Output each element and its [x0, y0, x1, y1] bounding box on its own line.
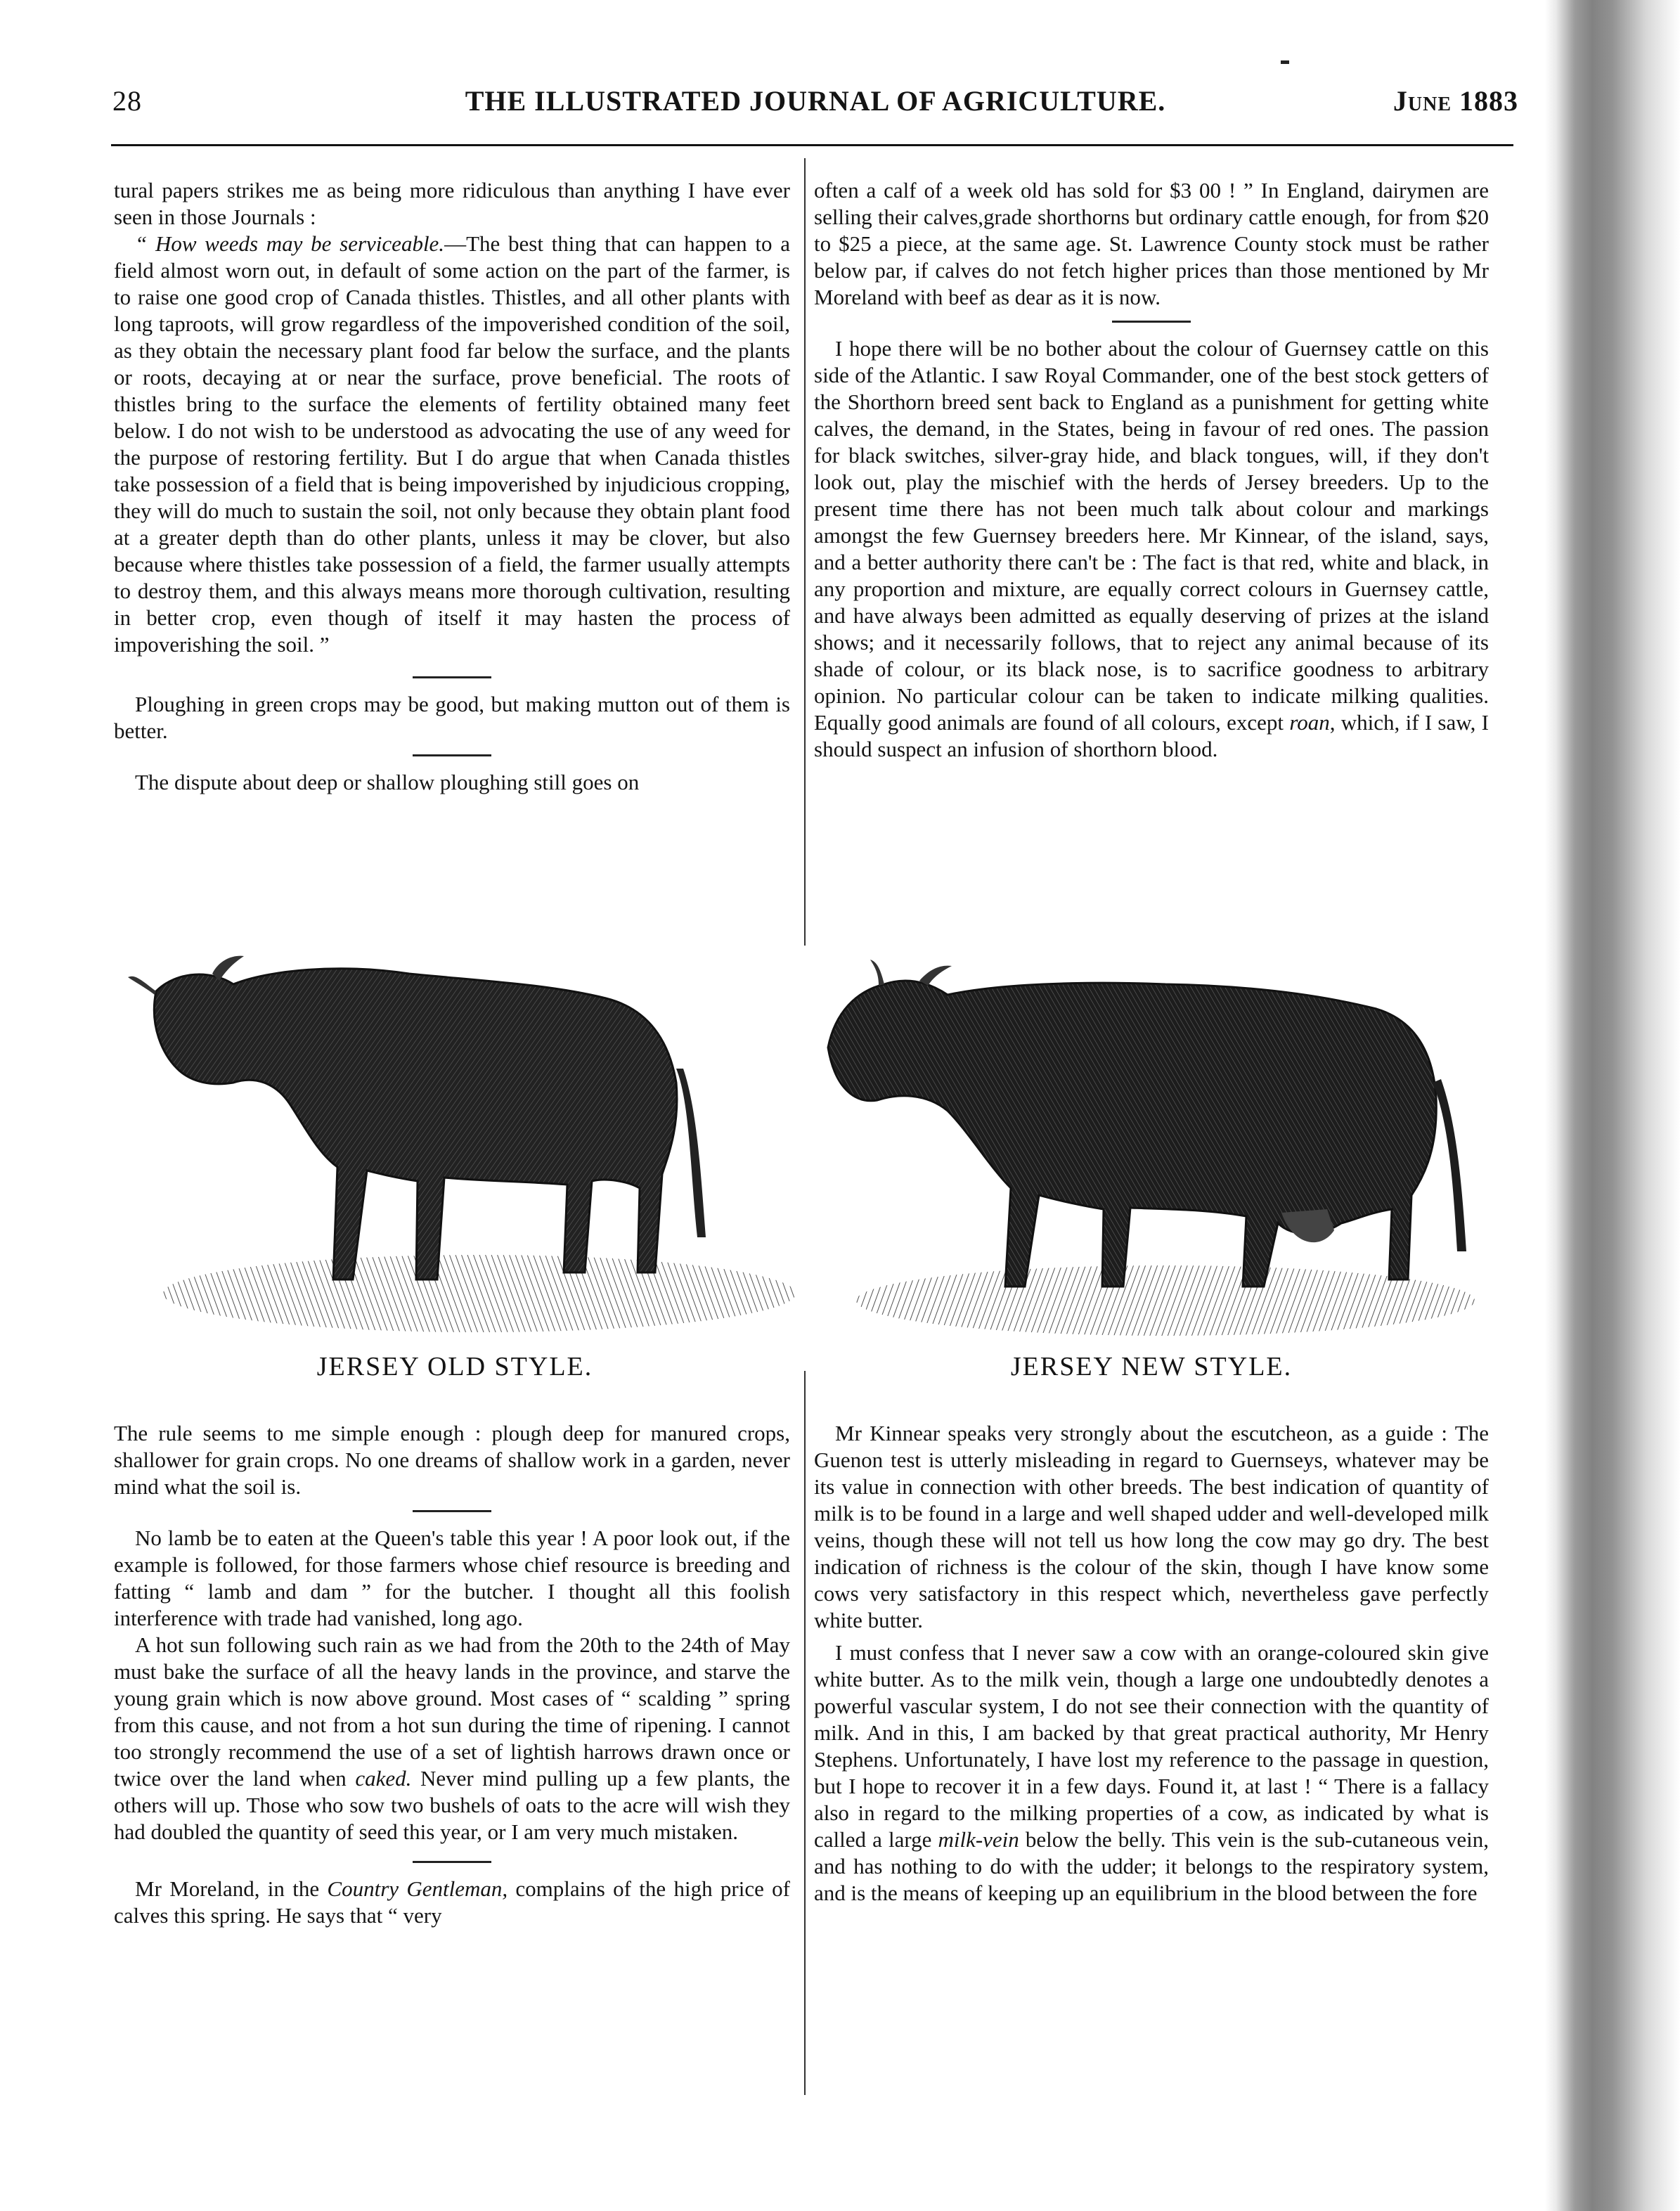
italic-title: Country Gentleman,: [327, 1876, 508, 1901]
paragraph: often a calf of a week old has sold for $3 00 ! ” In England, dairymen are selling their calves,grade shorthorns but ordinary cattle enough, for from $20 to $25 a piece, at the same age. St. Lawrence County stock must be rather below par, if calves do not fetch higher prices than those mentioned by Mr Moreland with beef as dear as it is now.: [814, 178, 1489, 309]
paragraph-text: —The best thing that can happen to a field almost worn out, in default of some action on the part of the farmer, is to raise one good crop of Canada thistles. Thistles, and all other plants with long taproots, will grow regardless of the impoverished condition of the soil, as they obtain the necessary plant food far below the surface, and the plants or roots, decaying at or near the surface, prove beneficial. The roots of thistles bring to the surface the elements of fertility obtained many feet below. I do not wish to be understood as advocating the use of any weed for the purpose of restoring fertility. But I do argue that when Canada thistles take possession of a field that is being impoverished by injudicious cropping, they will do much to sustain the soil, not only because they obtain plant food at a greater depth than do other plants, unless it may be clover, but also because where thistles take possession of a field, the farmer usually attempts to destroy them, and this always means more thorough cultivation, resulting in better crop, even though of itself it may hasten the process of impoverishing the soil. ”: [114, 231, 790, 657]
paragraph-text: Mr Moreland, in the: [135, 1876, 328, 1901]
column-rule-bottom: [804, 1371, 806, 2095]
italic-word: roan: [1289, 710, 1330, 735]
header-rule: [111, 144, 1513, 146]
paragraph: No lamb be to eaten at the Queen's table this year ! A poor look out, if the example is followed, for those farmers whose chief resource is breeding and fatting “ lamb and dam ” for the butcher. I thought all this foolish interference with trade had vanished, long ago.: [114, 1526, 790, 1630]
right-column-bottom: [814, 1420, 1489, 1907]
paragraph: [814, 1639, 1489, 1907]
paragraph: Mr Kinnear speaks very strongly about the escutcheon, as a guide : The Guenon test is utterly misleading in regard to Guernseys, whatever may be its value in connection with other breeds. The best indication of quantity of milk is to be found in a large and well shaped udder and well-developed milk veins, though these will not tell us how long the cow may go dry. The best indication of richness is the colour of the skin, though I have know some cows very satisfactory in this respect which, nevertheless gave perfectly white butter.: [814, 1421, 1489, 1632]
paragraph-text: complains of the high price of calves this spring. He says that “ very: [114, 1876, 790, 1928]
paragraph: The rule seems to me simple enough : plough deep for manured crops, shallower for grain crops. No one dreams of shallow work in a garden, never mind what the soil is.: [114, 1421, 790, 1499]
paragraph: tural papers strikes me as being more ridiculous than anything I have ever seen in those Journals :: [114, 178, 790, 229]
paragraph-text: below the belly. This vein is the sub-cutaneous vein, and has nothing to do with the udder; it belongs to the respiratory system, and is the means of keeping up an equilibrium in the blood between the fore: [814, 1827, 1489, 1905]
page-number: 28: [112, 85, 142, 117]
paragraph-text: A hot sun following such rain as we had from the 20th to the 24th of May must bake the surface of all the heavy lands in the province, and starve the young grain which is now above ground. Most cases of “ scalding ” spring from this cause, and not from a hot sun during the time of ripening. I cannot too strongly recommend the use of a set of lightish harrows drawn once or twice over the land when: [114, 1632, 790, 1791]
paragraph: [114, 1876, 790, 1929]
figure-caption-right: JERSEY NEW STYLE.: [1010, 1352, 1293, 1381]
column-rule-top: [804, 158, 806, 946]
paragraph-text: , which, if I saw, I should suspect an infusion of shorthorn blood.: [814, 710, 1489, 761]
issue-date: June 1883: [1393, 85, 1518, 117]
italic-heading: “ How weeds may be serviceable.: [135, 231, 445, 256]
cow-illustration-new: [814, 942, 1489, 1343]
paragraph: Ploughing in green crops may be good, but making mutton out of them is better.: [114, 692, 790, 743]
section-separator: [413, 754, 491, 756]
paragraph: [814, 335, 1489, 763]
cow-engraving-old-style: [114, 942, 796, 1343]
italic-word: caked.: [355, 1766, 412, 1791]
paragraph: [114, 1632, 790, 1845]
section-separator: [1112, 321, 1191, 323]
left-column-top: [114, 177, 790, 796]
left-column-bottom: [114, 1420, 790, 1929]
right-column-top: [814, 177, 1489, 763]
paragraph: [114, 231, 790, 658]
running-header: [112, 84, 1518, 127]
cow-engraving-new-style: [814, 942, 1489, 1343]
paragraph-text: I hope there will be no bother about the colour of Guernsey cattle on this side of the Atlantic. I saw Royal Commander, one of the best stock getters of the Shorthorn breed sent back to England as a punishment for getting white calves, the demand, in the States, being in favour of red ones. The passion for black switches, silver-gray hide, and black tongues, will, if they don't look out, play the mischief with the herds of Jersey breeders. Up to the present time there has not been much talk about colour and markings amongst the few Guernsey breeders here. Mr Kinnear, of the island, says, and a better authority there can't be : The fact is that red, white and black, in any proportion and mixture, are equally correct colours in Guernsey cattle, and have always been admitted as equally deserving of prizes at the island shows; and it necessarily follows, that to reject any animal because of its shade of colour, or its black nose, is to sacrifice goodness to arbitrary opinion. No particular colour can be taken to indicate milking qualities. Equally good animals are found of all colours, except: [814, 336, 1489, 735]
page-edge-shadow: [1545, 0, 1680, 2211]
section-separator: [413, 1510, 491, 1512]
paragraph: The dispute about deep or shallow ploughing still goes on: [135, 770, 640, 794]
journal-title: THE ILLUSTRATED JOURNAL OF AGRICULTURE.: [465, 85, 1166, 117]
figure-caption-left: JERSEY OLD STYLE.: [316, 1352, 593, 1381]
paragraph-text: Never mind pulling up a few plants, the others will up. Those who sow two bushels of oats to the acre will wish they had doubled the quantity of seed this year, or I am very much mistaken.: [114, 1766, 790, 1844]
ink-speck: [1281, 60, 1289, 64]
cow-illustration-old: [114, 942, 796, 1343]
italic-word: milk-vein: [938, 1827, 1019, 1852]
paragraph-text: I must confess that I never saw a cow with an orange-coloured skin give white butter. As to the milk vein, though a large one undoubtedly denotes a powerful vascular system, I do not see their connection with the quantity of milk. And in this, I am backed by that great practical authority, Mr Henry Stephens. Unfortunately, I have lost my reference to the passage in question, but I hope to recover it in a few days. Found it, at last ! “ There is a fallacy also in regard to the milking properties of a cow, as indicated by what is called a large: [814, 1640, 1489, 1852]
section-separator: [413, 1861, 491, 1863]
section-separator: [413, 676, 491, 678]
